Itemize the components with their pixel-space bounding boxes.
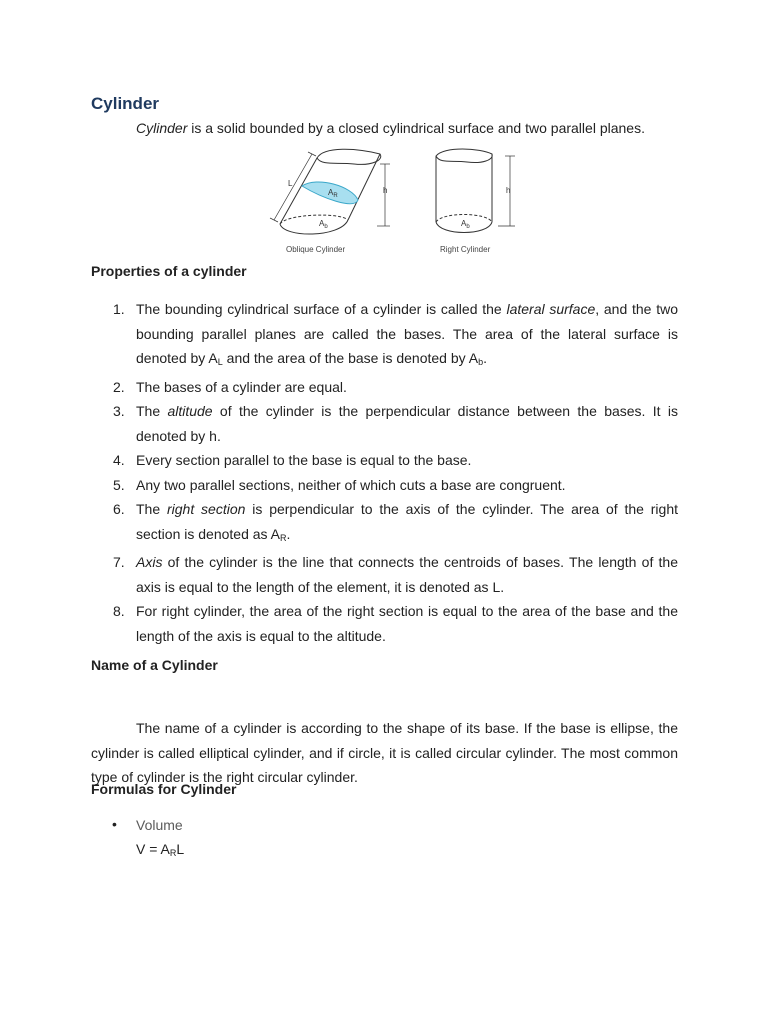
label-h-right: h <box>506 186 511 195</box>
properties-list <box>91 297 678 648</box>
volume-label: Volume <box>136 817 183 833</box>
list-item: 4. Every section parallel to the base is equal to the base. <box>113 452 472 468</box>
list-item: 8. For right cylinder, the area of the right section is equal to the area of the base and the length of the axis is equal to the altitude. <box>113 603 678 644</box>
volume-formula: $V = A_RL$ <box>136 841 185 858</box>
list-item: 5. Any two parallel sections, neither of which cuts a base are congruent. <box>113 476 566 493</box>
intro-text: is a solid bounded by a closed cylindrical surface and two parallel planes. <box>187 120 645 136</box>
formulas-heading: Formulas for Cylinder <box>91 781 237 797</box>
list-item: 3. The altitude of the cylinder is the perpendicular distance between the bases. It is denoted by h. <box>113 403 678 444</box>
page-title: Cylinder <box>91 94 160 113</box>
list-item: 6. The right section is perpendicular to the axis of the cylinder. The area of the right section is denoted as $A_R$. <box>113 501 679 543</box>
label-AR: $A_R$ <box>328 188 338 199</box>
oblique-caption: Oblique Cylinder <box>286 245 346 254</box>
list-item: 1. The bounding cylindrical surface of a cylinder is called the lateral surface, and the two bounding parallel planes are called the bases. The area of the lateral surface is denoted by $A_L$ and the area of the base is denoted by $A_b$. <box>113 301 678 367</box>
intro-paragraph <box>136 119 645 137</box>
intro-term: Cylinder <box>136 120 188 136</box>
list-item: 7. Axis of the cylinder is the line that connects the centroids of bases. The length of the axis is equal to the length of the element, it is denoted as L. <box>113 554 678 595</box>
bullet-icon: • <box>112 816 117 832</box>
properties-heading: Properties of a cylinder <box>91 263 247 279</box>
label-Ab-oblique: $A_b$ <box>319 219 328 230</box>
label-h-oblique: h <box>383 186 388 195</box>
name-heading: Name of a Cylinder <box>91 657 218 673</box>
cylinder-figure <box>262 146 532 258</box>
label-L: L <box>288 179 293 188</box>
name-paragraph: The name of a cylinder is according to the shape of its base. If the base is ellipse, the cylinder is called elliptical cylinder, and if circle, it is called circular cylinder. The most common type of cylinder is the right circular cylinder. <box>91 720 678 785</box>
right-cylinder-drawing <box>436 149 515 233</box>
list-item: 2. The bases of a cylinder are equal. <box>113 378 347 395</box>
label-Ab-right: $A_b$ <box>461 219 470 230</box>
right-caption: Right Cylinder <box>440 245 491 254</box>
